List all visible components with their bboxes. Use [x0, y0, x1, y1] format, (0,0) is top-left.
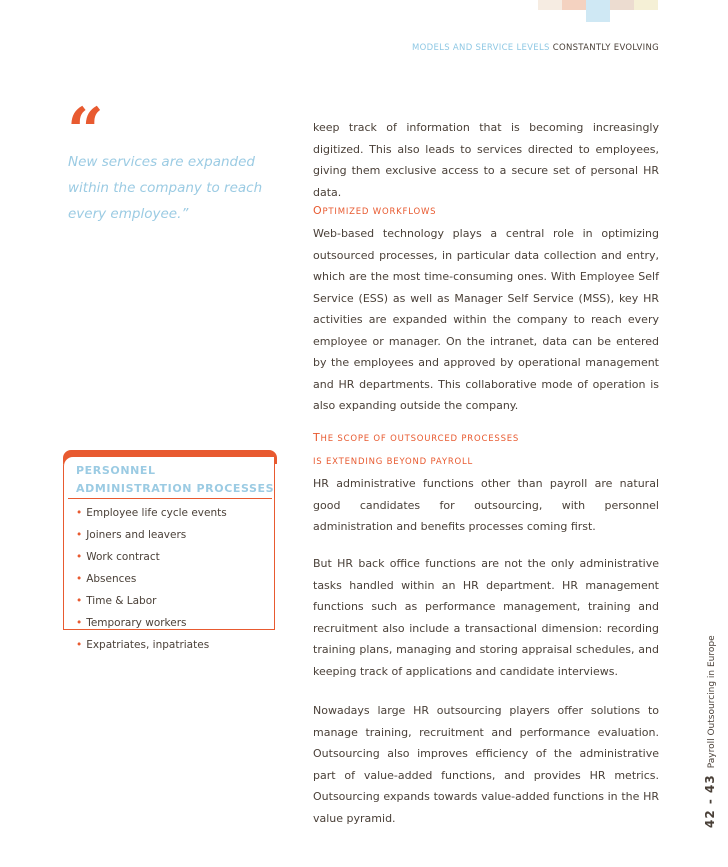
paragraph: HR administrative functions other than payroll are natural good candidates for outsourcing, with personnel administration and benefits processes coming first. — [313, 477, 659, 533]
color-tab — [562, 0, 586, 10]
bullet-icon: • — [76, 639, 83, 651]
color-tab-active — [586, 0, 610, 22]
header-section: MODELS AND SERVICE LEVELS — [412, 43, 550, 53]
section-heading: OPTIMIZED WORKFLOWS — [313, 204, 437, 217]
paragraph: keep track of information that is becoming increasingly digitized. This also leads to services directed to employees, giving them exclusive access to a secure set of personal HR data. — [313, 121, 659, 199]
section-scope — [313, 427, 659, 538]
list-item: • Time & Labor — [76, 595, 157, 607]
color-tab — [610, 0, 634, 10]
sidebar-title: PERSONNEL ADMINISTRATION PROCESSES — [76, 464, 275, 495]
body-column — [313, 553, 659, 682]
sidebar-divider — [68, 498, 272, 499]
running-header — [412, 43, 659, 53]
section-heading-line2: IS EXTENDING BEYOND PAYROLL — [313, 457, 474, 467]
list-item: • Expatriates, inpatriates — [76, 639, 210, 651]
bullet-icon: • — [76, 551, 83, 563]
quote-mark-icon: “ — [67, 94, 104, 169]
bullet-icon: • — [76, 617, 83, 629]
color-tab — [634, 0, 658, 10]
section-heading: THE SCOPE OF OUTSOURCED PROCESSES — [313, 431, 520, 444]
page-number: 42 - 43 — [703, 774, 717, 828]
bullet-icon: • — [76, 529, 83, 541]
body-column — [313, 700, 659, 829]
bullet-icon: • — [76, 507, 83, 519]
list-item: • Employee life cycle events — [76, 507, 227, 519]
book-title: Payroll Outsourcing in Europe — [707, 635, 717, 769]
list-item: • Joiners and leavers — [76, 529, 187, 541]
bullet-icon: • — [76, 595, 83, 607]
pull-quote: New services are expanded within the company to reach every employee.” — [68, 154, 263, 222]
section-optimized — [313, 200, 659, 417]
paragraph: Nowadays large HR outsourcing players offer solutions to manage training, recruitment and performance evaluation. Outsourcing also improves efficiency of the administrative part of value-added functions, and provides HR metrics. Outsourcing expands towards value-added functions in the HR value pyramid. — [313, 704, 659, 825]
header-subtitle: CONSTANTLY EVOLVING — [552, 43, 659, 53]
bullet-icon: • — [76, 573, 83, 585]
paragraph: Web-based technology plays a central role in optimizing outsourced processes, in particular data collection and entry, which are the most time-consuming ones. With Employee Self Service (ESS) as well as Manager Self Service (MSS), key HR activities are expanded within the company to reach every employee or manager. On the intranet, data can be entered by the employees and approved by operational management and HR departments. This collaborative mode of operation is also expanding outside the company. — [313, 227, 659, 412]
page-footer — [703, 635, 717, 828]
paragraph: But HR back office functions are not the only administrative tasks handled within an HR department. HR management functions such as performance management, training and recruitment also include a transactional dimension: recording training plans, managing and storing appraisal schedules, and keeping track of applications and candidate interviews. — [313, 557, 659, 678]
body-column — [313, 117, 659, 203]
list-item: • Work contract — [76, 551, 160, 563]
color-tab — [538, 0, 562, 10]
list-item: • Temporary workers — [76, 617, 187, 629]
list-item: • Absences — [76, 573, 137, 585]
sidebar-list — [76, 502, 227, 656]
